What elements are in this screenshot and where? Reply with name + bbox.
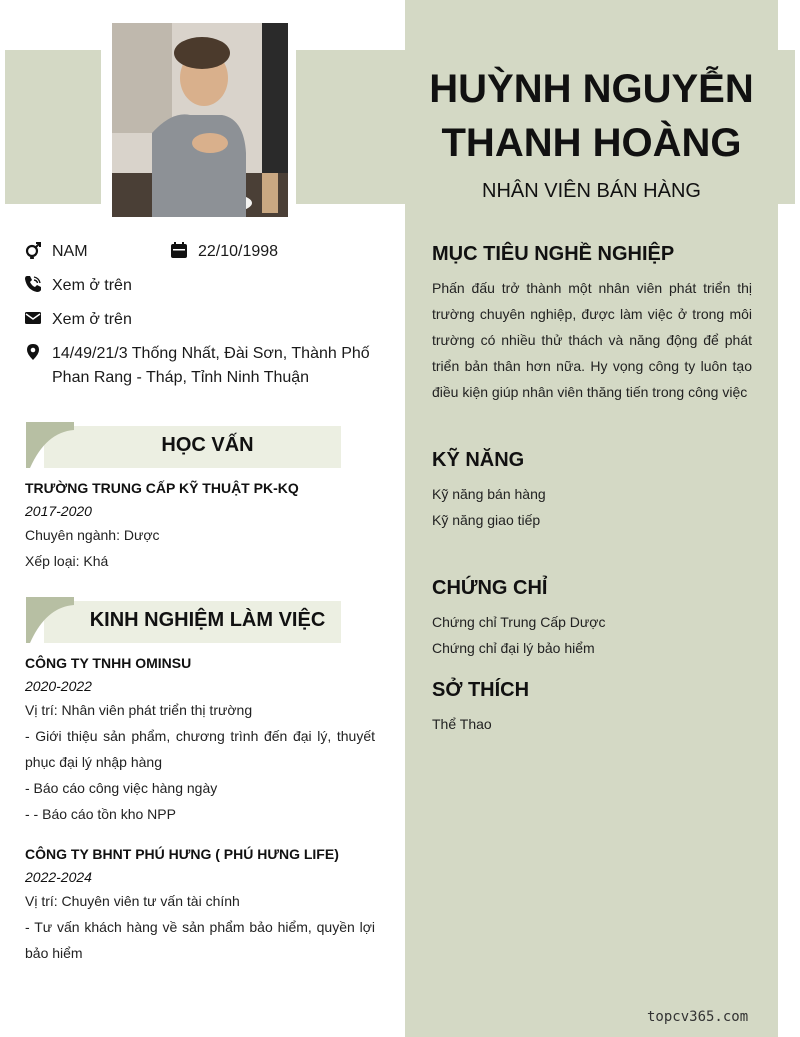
education-rank: Xếp loại: Khá (25, 553, 109, 569)
phone-icon (24, 275, 42, 293)
address-row (24, 342, 374, 390)
skills-heading: KỸ NĂNG (432, 449, 525, 471)
header-band-left (5, 50, 101, 204)
skill-item: Kỹ năng bán hàng (432, 486, 546, 502)
job-2-period: 2022-2024 (25, 869, 92, 885)
job-title: NHÂN VIÊN BÁN HÀNG (482, 180, 701, 202)
job-2-line: Vị trí: Chuyên viên tư vấn tài chính (25, 893, 240, 909)
education-major: Chuyên ngành: Dược (25, 527, 160, 543)
education-period: 2017-2020 (25, 503, 92, 519)
email-value: Xem ở trên (52, 311, 132, 328)
candidate-name (405, 62, 778, 170)
gender-icon (24, 241, 42, 259)
gender-value: NAM (52, 243, 88, 260)
name-line-1: HUỲNH NGUYỄN (429, 67, 754, 111)
phone-row (24, 274, 132, 298)
objective-text: Phấn đấu trở thành một nhân viên phát triển thị trường chuyên nghiệp, được làm việc ở trong môi trường có nhiều thử thách và năng động để phát triển bản thân hơn nữa. Hy vọng công ty luôn tạo điều kiện giúp nhân viên thăng tiến trong công việc (432, 280, 752, 400)
gender-row (24, 240, 88, 264)
profile-photo (112, 23, 288, 217)
education-school: TRƯỜNG TRUNG CẤP KỸ THUẬT PK-KQ (25, 480, 299, 496)
location-pin-icon (24, 343, 42, 361)
job-2-company: CÔNG TY BHNT PHÚ HƯNG ( PHÚ HƯNG LIFE) (25, 846, 339, 862)
brand-watermark: topcv365.com (647, 1009, 749, 1025)
job-1-line: - Giới thiệu sản phẩm, chương trình đến đại lý, thuyết phục đại lý nhập hàng (25, 728, 375, 770)
job-1-company: CÔNG TY TNHH OMINSU (25, 655, 192, 671)
email-row (24, 308, 132, 332)
name-line-2: THANH HOÀNG (441, 121, 742, 165)
birthdate-value: 22/10/1998 (198, 243, 279, 260)
experience-section-header (26, 597, 341, 641)
certificate-item: Chứng chỉ Trung Cấp Dược (432, 614, 606, 630)
experience-heading: KINH NGHIỆM LÀM VIỆC (89, 609, 326, 631)
education-section-header (26, 422, 341, 466)
skill-item: Kỹ năng giao tiếp (432, 512, 541, 528)
email-icon (24, 309, 42, 327)
phone-value: Xem ở trên (52, 277, 132, 294)
certificate-item: Chứng chỉ đại lý bảo hiểm (432, 640, 595, 656)
certificates-heading: CHỨNG CHỈ (432, 577, 548, 599)
job-1-period: 2020-2022 (25, 678, 92, 694)
calendar-icon (170, 241, 188, 259)
job-2-line: - Tư vấn khách hàng về sản phẩm bảo hiểm, quyền lợi bảo hiểm (25, 919, 375, 961)
job-1-line: Vị trí: Nhân viên phát triển thị trường (25, 702, 253, 718)
address-value: 14/49/21/3 Thống Nhất, Đài Sơn, Thành Phố Phan Rang - Tháp, Tỉnh Ninh Thuận (52, 345, 370, 386)
birthdate-row (170, 240, 278, 264)
section-tab-decoration (26, 422, 74, 468)
section-tab-decoration (26, 597, 74, 643)
header-band-right (778, 50, 795, 204)
header-band-middle (296, 50, 406, 204)
job-1-line: - - Báo cáo tồn kho NPP (25, 806, 176, 822)
hobby-item: Thể Thao (432, 716, 492, 732)
objective-heading: MỤC TIÊU NGHỀ NGHIỆP (432, 243, 675, 265)
job-1-line: - Báo cáo công việc hàng ngày (25, 780, 218, 796)
hobbies-heading: SỞ THÍCH (432, 679, 530, 701)
education-heading: HỌC VẤN (161, 434, 254, 456)
